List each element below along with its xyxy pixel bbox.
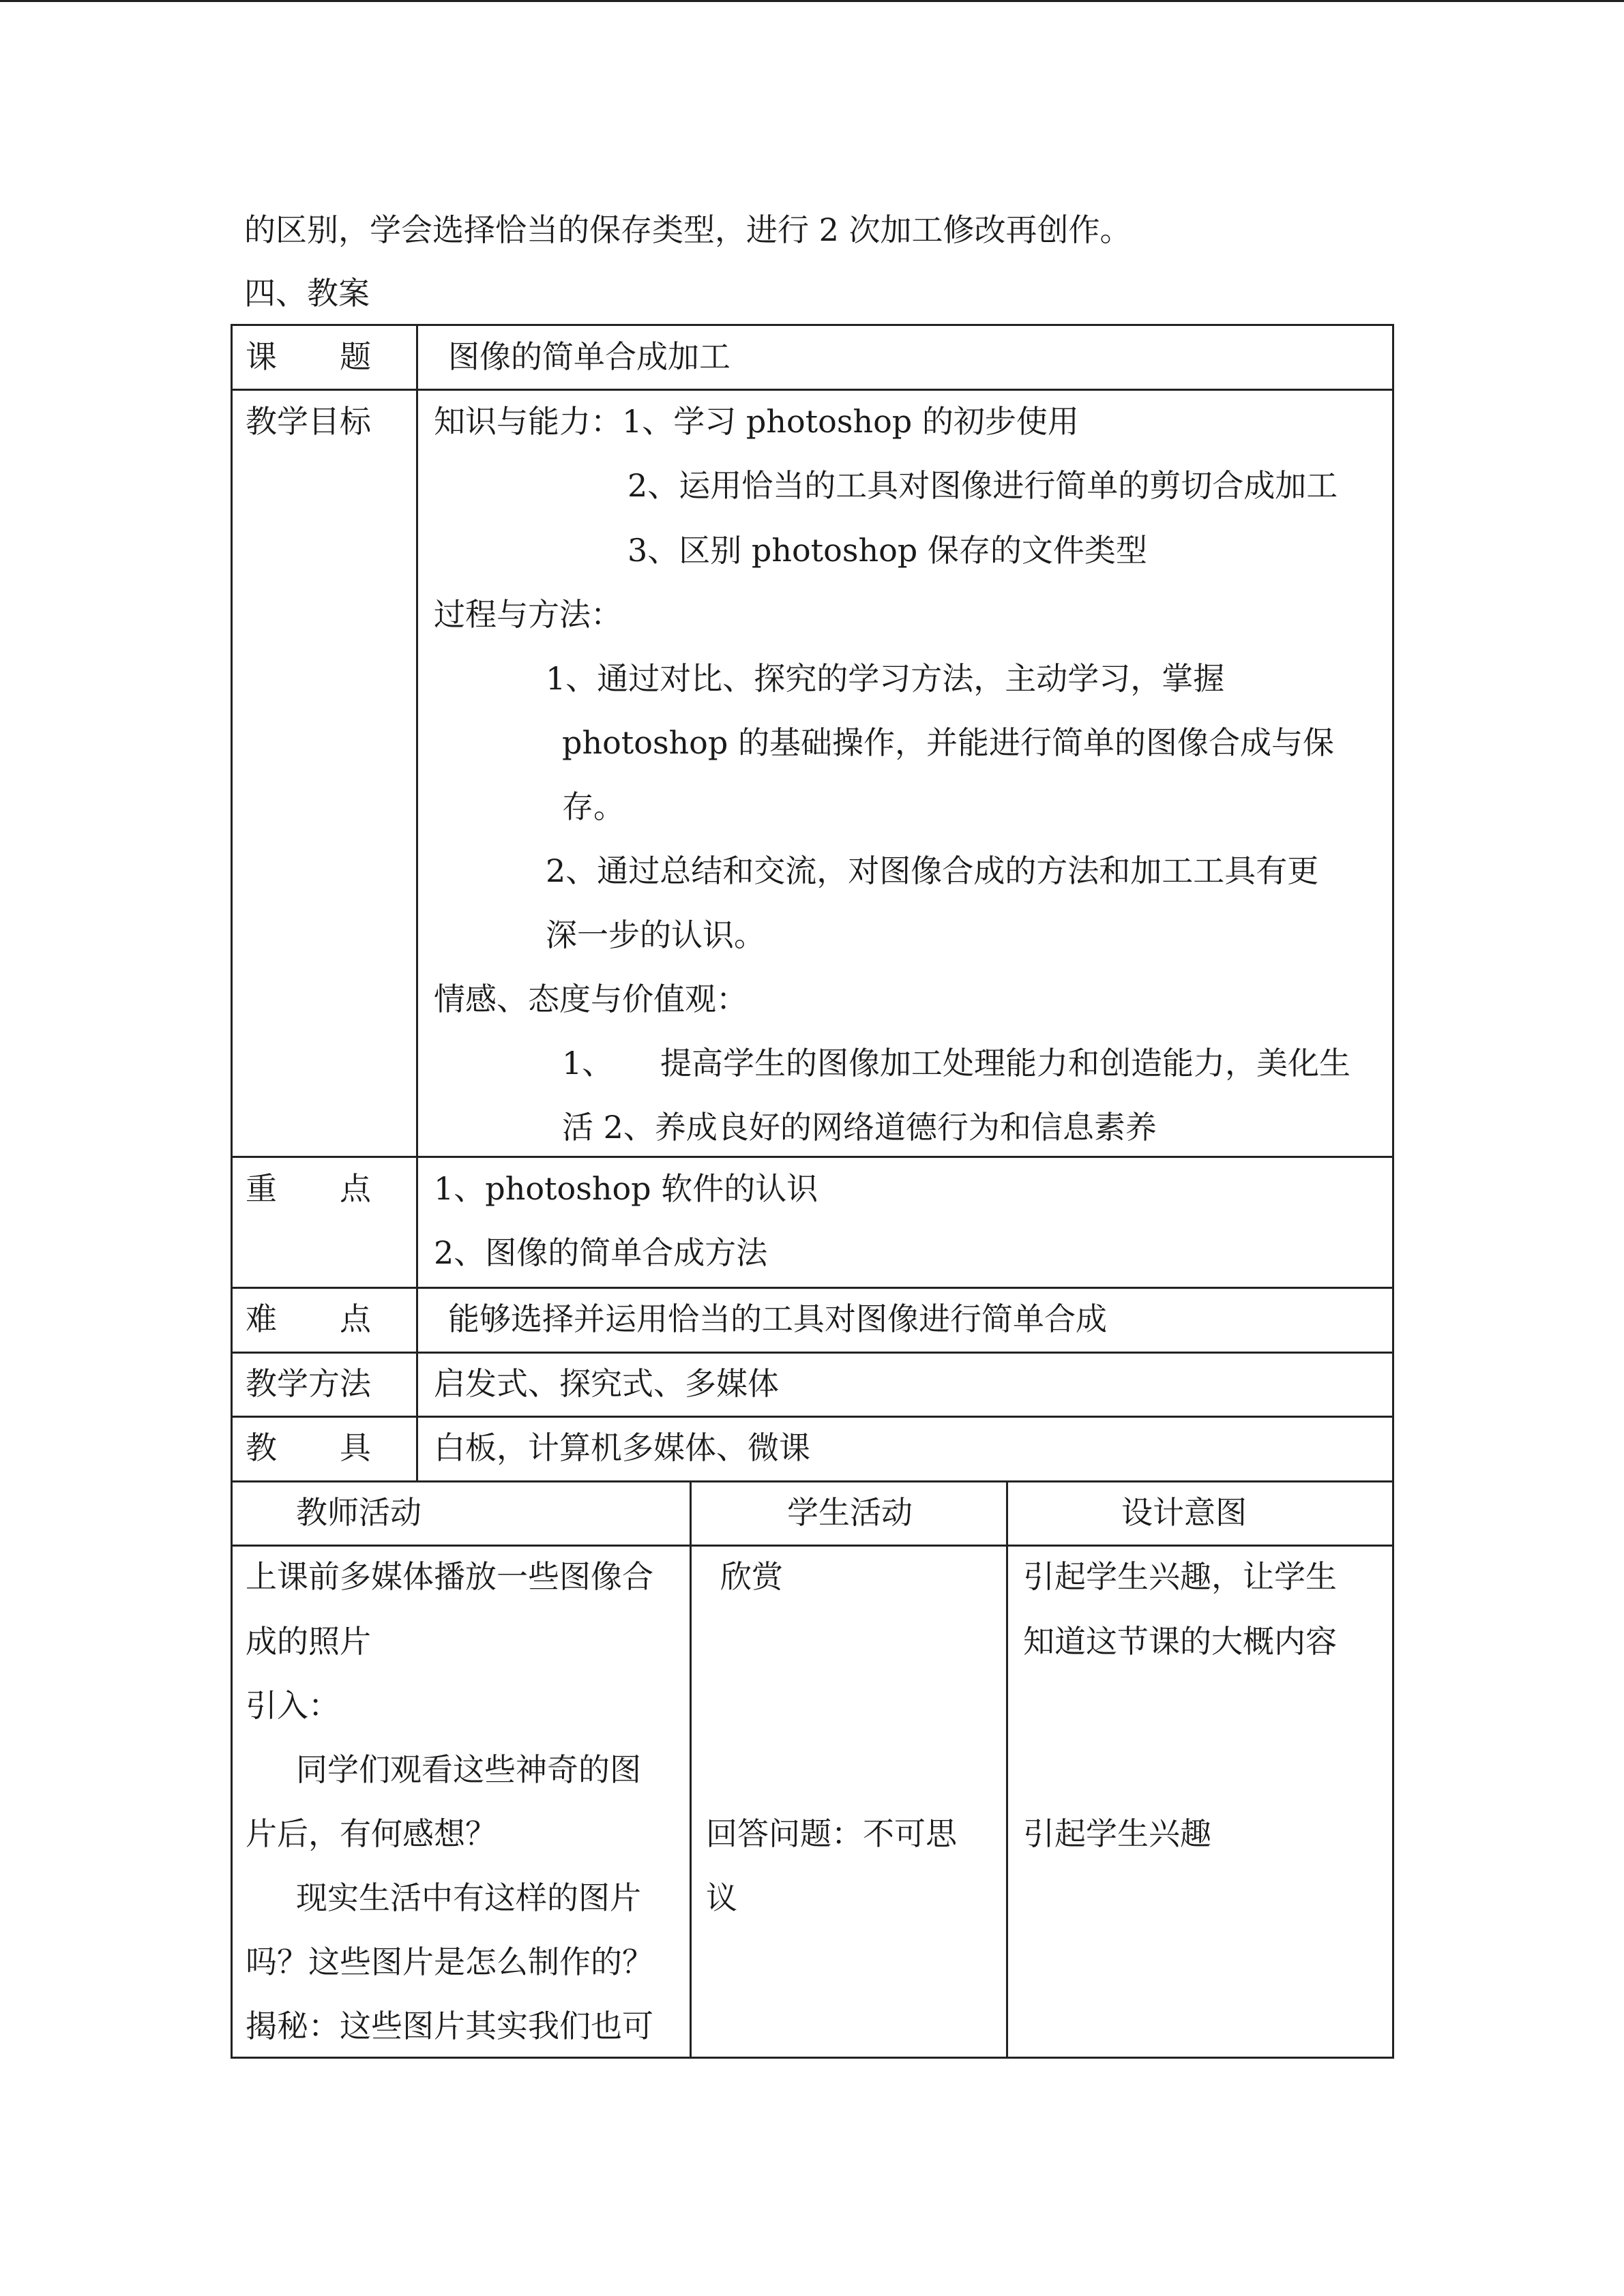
attitude-heading: 情感、态度与价值观： <box>434 981 748 1017</box>
objectives-label: 教学目标 <box>246 403 371 440</box>
student-activity-header: 学生活动 <box>787 1494 913 1531</box>
teacher-activity-line: 吗？这些图片是怎么制作的？ <box>246 1943 653 1980</box>
teacher-activity-line: 揭秘：这些图片其实我们也可 <box>246 2008 653 2044</box>
attitude-item-number: 1、 <box>562 1045 614 1082</box>
difficulty-value: 能够选择并运用恰当的工具对图像进行简单合成 <box>448 1300 1107 1337</box>
table-rule <box>231 1287 1394 1289</box>
process-item-line: 存。 <box>562 788 625 825</box>
activity-column-divider <box>1006 1480 1008 2059</box>
process-item-line: 深一步的认识。 <box>546 916 765 953</box>
teacher-activity-line: 现实生活中有这样的图片 <box>296 1879 641 1916</box>
table-rule <box>231 1545 1394 1547</box>
key-point-item: 1、photoshop 软件的认识 <box>434 1170 818 1207</box>
section-heading: 四、教案 <box>244 275 370 312</box>
knowledge-item: 3、区别 photoshop 保存的文件类型 <box>628 532 1147 569</box>
table-rule <box>231 1352 1394 1354</box>
process-item-line: photoshop 的基础操作，并能进行简单的图像合成与保 <box>562 724 1334 761</box>
topic-value: 图像的简单合成加工 <box>448 338 730 375</box>
table-rule-top <box>231 324 1394 326</box>
table-rule <box>231 1156 1394 1158</box>
table-rule-right <box>1392 324 1394 2059</box>
table-rule <box>231 1480 1394 1482</box>
key-points-label: 重 点 <box>246 1170 371 1207</box>
process-item-line: 1、通过对比、探究的学习方法，主动学习，掌握 <box>546 660 1225 697</box>
topic-label: 课 题 <box>246 338 371 375</box>
teacher-activity-line: 成的照片 <box>246 1623 371 1660</box>
method-value: 启发式、探究式、多媒体 <box>434 1365 779 1402</box>
process-heading: 过程与方法： <box>434 596 622 633</box>
page-top-border <box>0 0 1624 2</box>
process-item-line: 2、通过总结和交流，对图像合成的方法和加工工具有更 <box>546 852 1319 889</box>
table-rule-left <box>231 324 233 2059</box>
key-point-item: 2、图像的简单合成方法 <box>434 1234 768 1271</box>
teacher-activity-line: 同学们观看这些神奇的图 <box>296 1751 641 1788</box>
design-intent-line: 引起学生兴趣 <box>1023 1815 1211 1852</box>
method-label: 教学方法 <box>246 1365 371 1402</box>
student-activity-line: 议 <box>706 1879 737 1916</box>
knowledge-item: 2、运用恰当的工具对图像进行简单的剪切合成加工 <box>628 467 1338 504</box>
table-rule <box>231 389 1394 391</box>
teacher-activity-line: 片后，有何感想？ <box>246 1815 497 1852</box>
table-rule <box>231 1416 1394 1418</box>
student-activity-line: 欣赏 <box>720 1558 783 1595</box>
label-column-divider <box>416 324 418 1480</box>
attitude-item-line: 提高学生的图像加工处理能力和创造能力，美化生 <box>660 1045 1350 1082</box>
teacher-activity-line: 引入： <box>246 1687 340 1724</box>
tools-value: 白板，计算机多媒体、微课 <box>434 1429 810 1466</box>
activity-column-divider <box>690 1480 692 2059</box>
design-intent-header: 设计意图 <box>1121 1494 1247 1531</box>
student-activity-line: 回答问题：不可思 <box>706 1815 957 1852</box>
tools-label: 教 具 <box>246 1429 371 1466</box>
difficulty-label: 难 点 <box>246 1300 371 1337</box>
intro-continuation-text: 的区别，学会选择恰当的保存类型，进行 2 次加工修改再创作。 <box>244 211 1132 248</box>
attitude-item-line: 活 2、养成良好的网络道德行为和信息素养 <box>562 1109 1157 1146</box>
design-intent-line: 引起学生兴趣，让学生 <box>1023 1558 1337 1595</box>
design-intent-line: 知道这节课的大概内容 <box>1023 1623 1337 1660</box>
table-rule-bottom <box>231 2057 1394 2059</box>
lesson-plan-table <box>231 324 1394 2059</box>
knowledge-heading: 知识与能力：1、学习 photoshop 的初步使用 <box>434 403 1079 440</box>
teacher-activity-header: 教师活动 <box>296 1494 422 1531</box>
teacher-activity-line: 上课前多媒体播放一些图像合 <box>246 1558 653 1595</box>
